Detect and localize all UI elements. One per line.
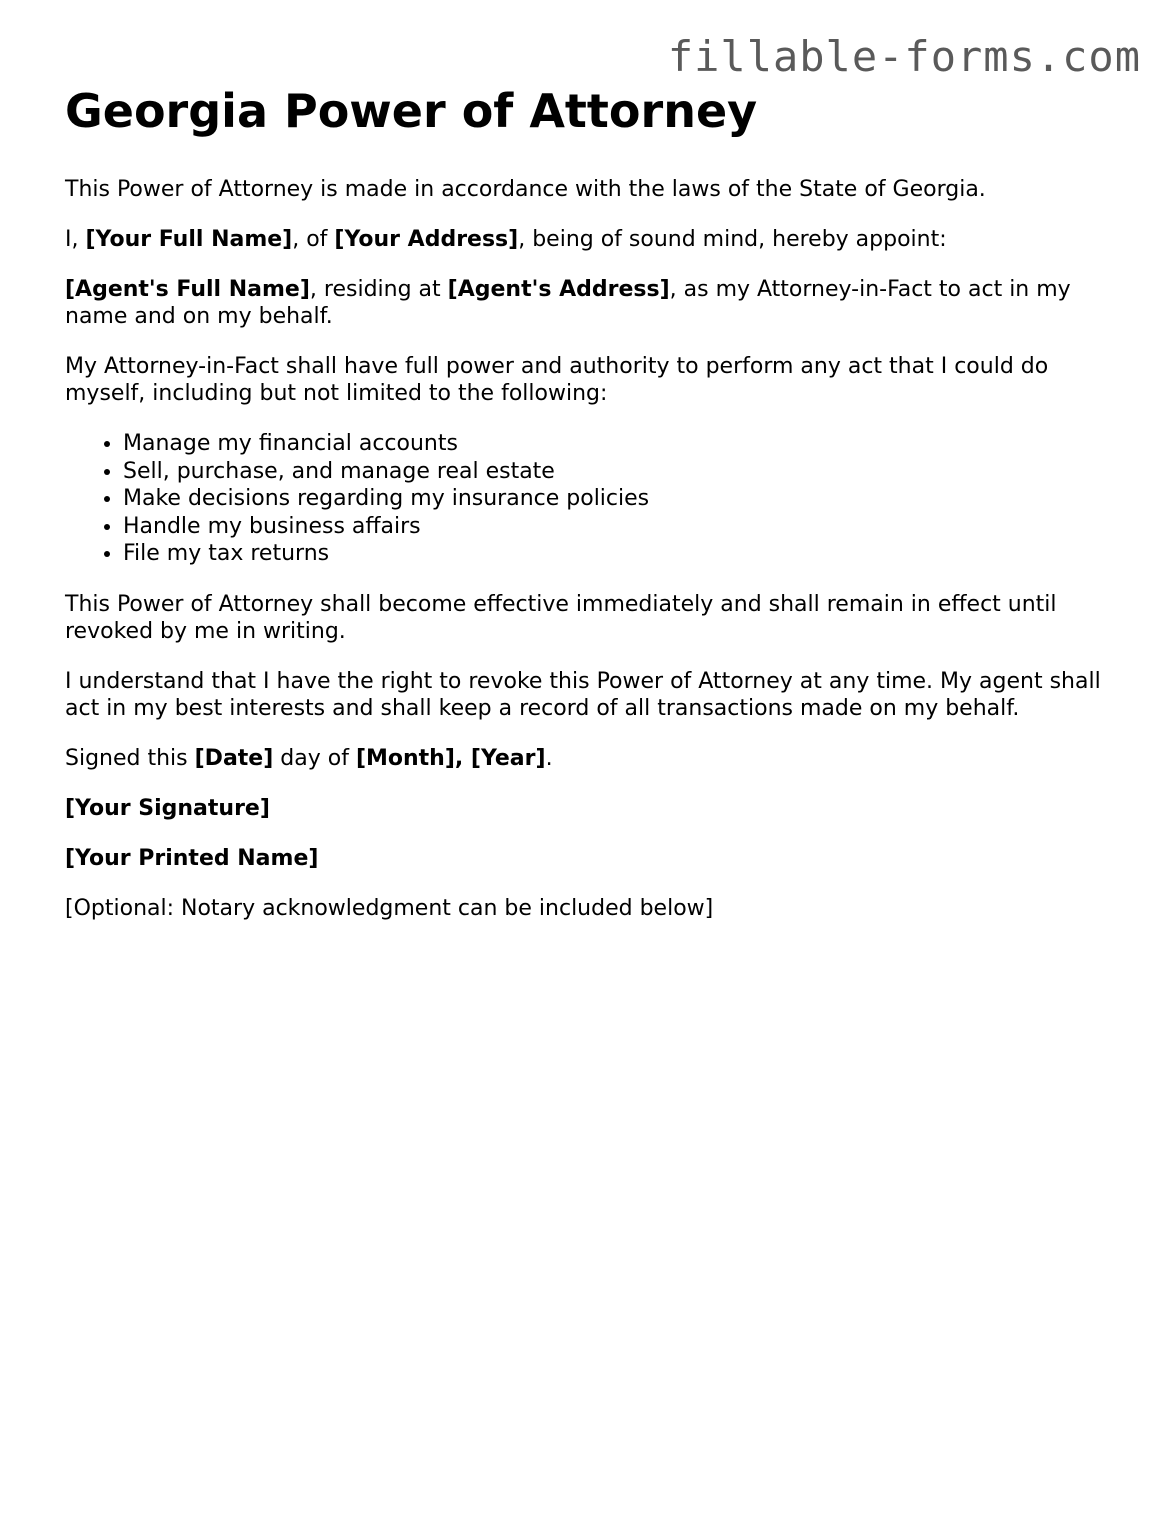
agent-name-field: [Agent's Full Name] [65,277,310,302]
appointment-prefix: I, [65,227,86,252]
principal-name-field: [Your Full Name] [85,227,293,252]
powers-intro-paragraph: My Attorney-in-Fact shall have full power and authority to perform any act that I could do myself, including but not limited to the following: [65,354,1049,406]
document-body [65,82,1110,945]
revocation-paragraph: I understand that I have the right to revoke this Power of Attorney at any time. My agent shall act in my best interests and shall keep a record of all transactions made on my behalf. [65,668,1101,721]
list-item: • File my tax returns [123,540,1110,568]
signed-prefix: Signed this [65,745,195,771]
notary-note: [Optional: Notary acknowledgment can be included below] [65,895,714,921]
signature-field: [Your Signature] [65,795,270,821]
agent-address-field: [Agent's Address] [447,277,670,302]
signature-line [65,795,1110,822]
intro-paragraph: This Power of Attorney is made in accordance with the laws of the State of Georgia. [65,177,986,202]
list-item: • Sell, purchase, and manage real estate [123,458,1110,486]
agent-paragraph [65,276,1110,330]
agent-residing-text: , residing at [309,277,448,302]
month-year-field: [Month], [Year] [355,745,546,771]
watermark: fillable-forms.com [667,32,1141,81]
appointment-paragraph [65,226,1110,253]
date-field: [Date] [194,745,274,771]
principal-address-field: [Your Address] [334,227,519,252]
list-item: • Make decisions regarding my insurance policies [123,485,1110,513]
signed-middle: day of [273,745,356,771]
page-title: Georgia Power of Attorney [65,84,758,138]
appointment-of-text: , of [292,227,335,252]
printed-name-field: [Your Printed Name] [65,845,319,871]
printed-name-line [65,845,1110,872]
powers-list [65,430,1110,568]
signed-suffix: . [545,745,553,771]
appointment-suffix: , being of sound mind, hereby appoint: [518,227,947,252]
agent-suffix: , as my Attorney-in-Fact to act in my name and on my behalf. [65,277,1071,329]
list-item: • Handle my business affairs [123,513,1110,541]
effective-paragraph: This Power of Attorney shall become effective immediately and shall remain in effect until revoked by me in writing. [65,591,1057,644]
list-item: • Manage my financial accounts [123,430,1110,458]
signed-date-line [65,745,1110,772]
